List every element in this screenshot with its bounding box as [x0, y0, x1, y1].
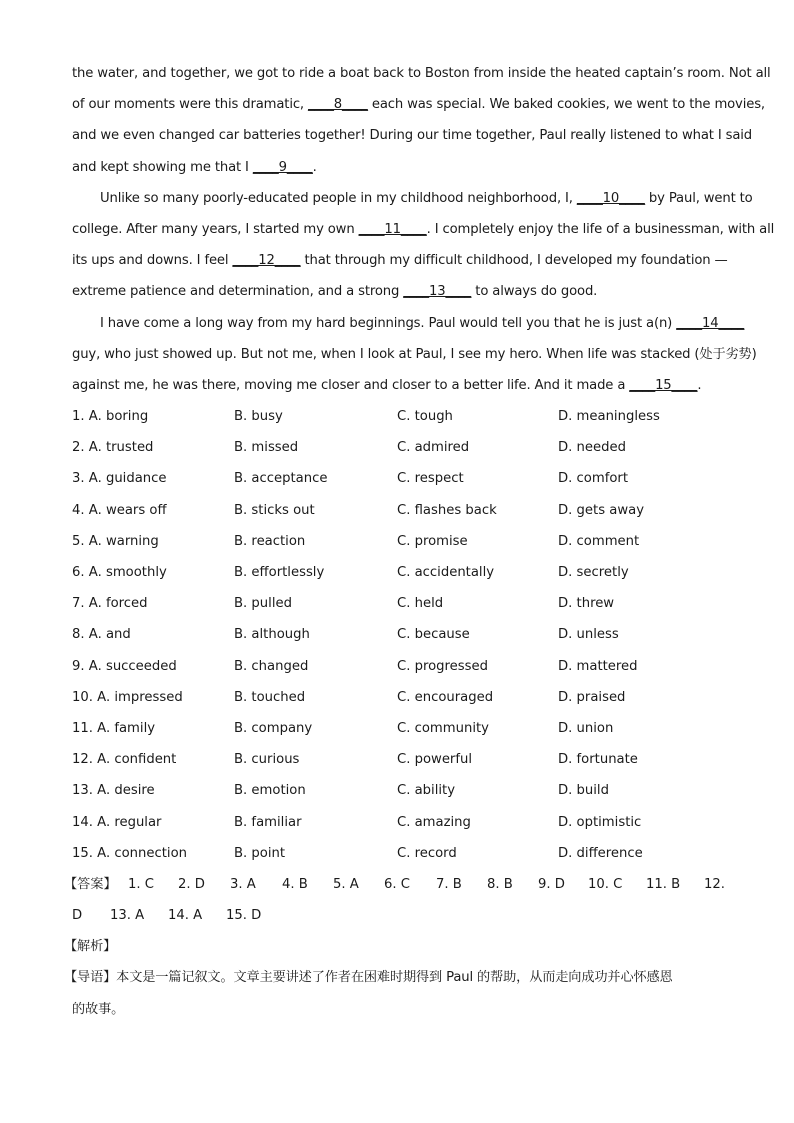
option-choice: B. acceptance — [234, 471, 328, 487]
option-choice: B. point — [234, 845, 286, 861]
blank-number: ____12____ — [232, 253, 301, 269]
option-choice: B. pulled — [234, 596, 292, 612]
blank-number: ____14____ — [676, 315, 745, 331]
passage-line — [72, 339, 757, 370]
option-row — [72, 838, 732, 869]
option-choice: 2. A. trusted — [72, 440, 154, 456]
option-choice: D. optimistic — [558, 814, 642, 830]
passage-line — [72, 245, 732, 276]
option-row — [72, 651, 732, 682]
blank-number: ____11____ — [358, 221, 427, 237]
option-choice: D. fortunate — [558, 752, 638, 768]
option-choice: B. although — [234, 627, 310, 643]
option-choice: B. effortlessly — [234, 565, 325, 580]
document-page — [64, 58, 775, 1025]
option-choice: B. touched — [234, 689, 306, 705]
intro-text: 本文是一篇记叙文。文章主要讲述了作者在困难时期得到 Paul 的帮助，从而走向成功并心怀感恩 — [116, 970, 673, 986]
answer-item: 12. — [704, 876, 725, 892]
option-choice: B. reaction — [234, 533, 306, 549]
passage-line — [72, 370, 732, 401]
option-choice: C. encouraged — [397, 689, 494, 705]
option-choice: C. record — [397, 845, 457, 861]
option-row — [72, 775, 732, 806]
answer-item: 3. A — [230, 876, 256, 892]
blank-number: ____15____ — [629, 377, 698, 393]
option-choice: 14. A. regular — [72, 814, 162, 830]
analysis-label: 【解析】 — [64, 939, 117, 955]
passage-text: . I completely enjoy the life of a businessman, with all — [426, 221, 775, 237]
answer-line-1 — [64, 869, 732, 900]
passage-text: against me, he was there, moving me closer and closer to a better life. And it made a — [72, 377, 630, 393]
option-choice: 13. A. desire — [72, 783, 155, 799]
option-choice: B. busy — [234, 409, 283, 425]
answer-item: 4. B — [282, 876, 308, 892]
option-choice: 3. A. guidance — [72, 471, 167, 487]
option-choice: C. tough — [397, 409, 453, 425]
option-row — [72, 401, 732, 432]
options-list — [72, 401, 732, 869]
answer-item: 1. C — [128, 876, 154, 892]
option-row — [72, 588, 732, 619]
passage-line — [72, 120, 753, 151]
option-row — [72, 807, 732, 838]
answer-item: 14. A — [168, 908, 203, 924]
passage-line — [72, 89, 765, 120]
passage — [72, 58, 775, 401]
option-row — [72, 682, 732, 713]
option-choice: C. amazing — [397, 814, 471, 830]
option-choice: B. missed — [234, 440, 299, 456]
passage-text: of our moments were this dramatic, — [72, 97, 309, 113]
analysis-intro-line-2: 的故事。 — [72, 1001, 125, 1017]
passage-text: college. After many years, I started my own — [72, 221, 359, 237]
option-choice: 6. A. smoothly — [72, 565, 167, 580]
intro-label: 【导语】 — [64, 970, 117, 986]
option-choice: 5. A. warning — [72, 533, 159, 549]
passage-text: . — [697, 377, 702, 393]
passage-line — [72, 183, 753, 214]
passage-line — [72, 214, 775, 245]
option-choice: D. threw — [558, 596, 615, 612]
option-choice: C. admired — [397, 440, 470, 456]
option-choice: D. meaningless — [558, 409, 660, 425]
answer-item: 8. B — [487, 876, 513, 892]
option-choice: 11. A. family — [72, 720, 156, 736]
passage-text: extreme patience and determination, and a strong — [72, 284, 404, 300]
passage-text: . — [312, 159, 317, 175]
passage-text: each was special. We baked cookies, we went to the movies, — [367, 97, 765, 113]
option-choice: D. difference — [558, 845, 643, 861]
option-choice: D. gets away — [558, 502, 645, 518]
option-choice: C. because — [397, 627, 470, 643]
option-choice: 8. A. and — [72, 627, 131, 643]
passage-text: to always do good. — [471, 284, 598, 300]
passage-line — [72, 58, 771, 89]
answer-item: 9. D — [538, 876, 565, 892]
option-choice: 4. A. wears off — [72, 502, 167, 518]
blank-number: ____10____ — [576, 190, 645, 206]
option-choice: D. mattered — [558, 658, 638, 674]
answer-item: 11. B — [646, 876, 681, 892]
option-choice: B. changed — [234, 658, 309, 674]
answer-item: 6. C — [384, 876, 410, 892]
option-row — [72, 463, 732, 494]
option-choice: D. comment — [558, 533, 640, 549]
option-choice: D. needed — [558, 440, 626, 456]
option-choice: B. familiar — [234, 814, 302, 830]
option-choice: D. praised — [558, 689, 626, 705]
passage-text: that through my difficult childhood, I developed my foundation — — [300, 253, 728, 269]
passage-line — [72, 308, 745, 339]
option-row — [72, 557, 732, 588]
blank-number: ____8____ — [308, 97, 368, 113]
option-choice: B. emotion — [234, 783, 306, 799]
blank-number: ____13____ — [403, 284, 472, 300]
passage-line — [72, 276, 732, 307]
option-row — [72, 432, 732, 463]
blank-number: ____9____ — [252, 159, 313, 175]
passage-text: by Paul, went to — [644, 190, 753, 206]
option-choice: 7. A. forced — [72, 596, 148, 612]
option-row — [72, 713, 732, 744]
option-choice: 9. A. succeeded — [72, 658, 177, 674]
option-choice: 10. A. impressed — [72, 689, 183, 705]
option-choice: B. curious — [234, 752, 300, 768]
option-choice: C. held — [397, 596, 444, 612]
answer-item: 2. D — [178, 876, 205, 892]
option-choice: B. sticks out — [234, 502, 315, 518]
option-choice: D. secretly — [558, 565, 629, 580]
option-choice: C. accidentally — [397, 565, 495, 580]
passage-text: its ups and downs. I feel — [72, 253, 233, 269]
option-row — [72, 495, 732, 526]
passage-text: Unlike so many poorly-educated people in my childhood neighborhood, I, — [100, 190, 577, 206]
answer-item: D — [72, 908, 83, 924]
option-choice: D. unless — [558, 627, 619, 643]
option-choice: 1. A. boring — [72, 409, 149, 425]
answer-item: 13. A — [110, 908, 145, 924]
option-choice: B. company — [234, 720, 313, 736]
passage-text: the water, and together, we got to ride a boat back to Boston from inside the heated captain’s room. Not all — [72, 66, 771, 81]
answer-item: 5. A — [333, 876, 359, 892]
option-choice: C. respect — [397, 471, 464, 487]
passage-text: and we even changed car batteries together! During our time together, Paul really listened to what I said — [72, 128, 753, 144]
option-choice: C. community — [397, 720, 489, 736]
option-choice: C. powerful — [397, 752, 473, 768]
option-choice: C. progressed — [397, 658, 489, 674]
passage-line — [72, 152, 732, 183]
option-row — [72, 744, 732, 775]
option-choice: D. union — [558, 720, 614, 736]
answer-label: 【答案】 — [64, 876, 117, 892]
option-choice: C. promise — [397, 533, 468, 549]
passage-text: guy, who just showed up. But not me, when I look at Paul, I see my hero. When life was stacked (处于劣势) — [72, 346, 757, 362]
answer-item: 15. D — [226, 908, 262, 924]
option-row — [72, 526, 732, 557]
analysis-intro-line-1 — [64, 962, 732, 993]
option-choice: 15. A. connection — [72, 845, 187, 861]
option-row — [72, 619, 732, 650]
answer-item: 7. B — [436, 876, 462, 892]
answer-item: 10. C — [588, 876, 623, 892]
option-choice: C. ability — [397, 783, 456, 799]
option-choice: D. build — [558, 783, 609, 799]
option-choice: C. flashes back — [397, 502, 497, 518]
option-choice: D. comfort — [558, 471, 629, 487]
passage-text: I have come a long way from my hard beginnings. Paul would tell you that he is just a(n) — [100, 315, 677, 331]
answer-line-2 — [72, 900, 732, 931]
option-choice: 12. A. confident — [72, 752, 177, 768]
passage-text: and kept showing me that I — [72, 159, 253, 175]
